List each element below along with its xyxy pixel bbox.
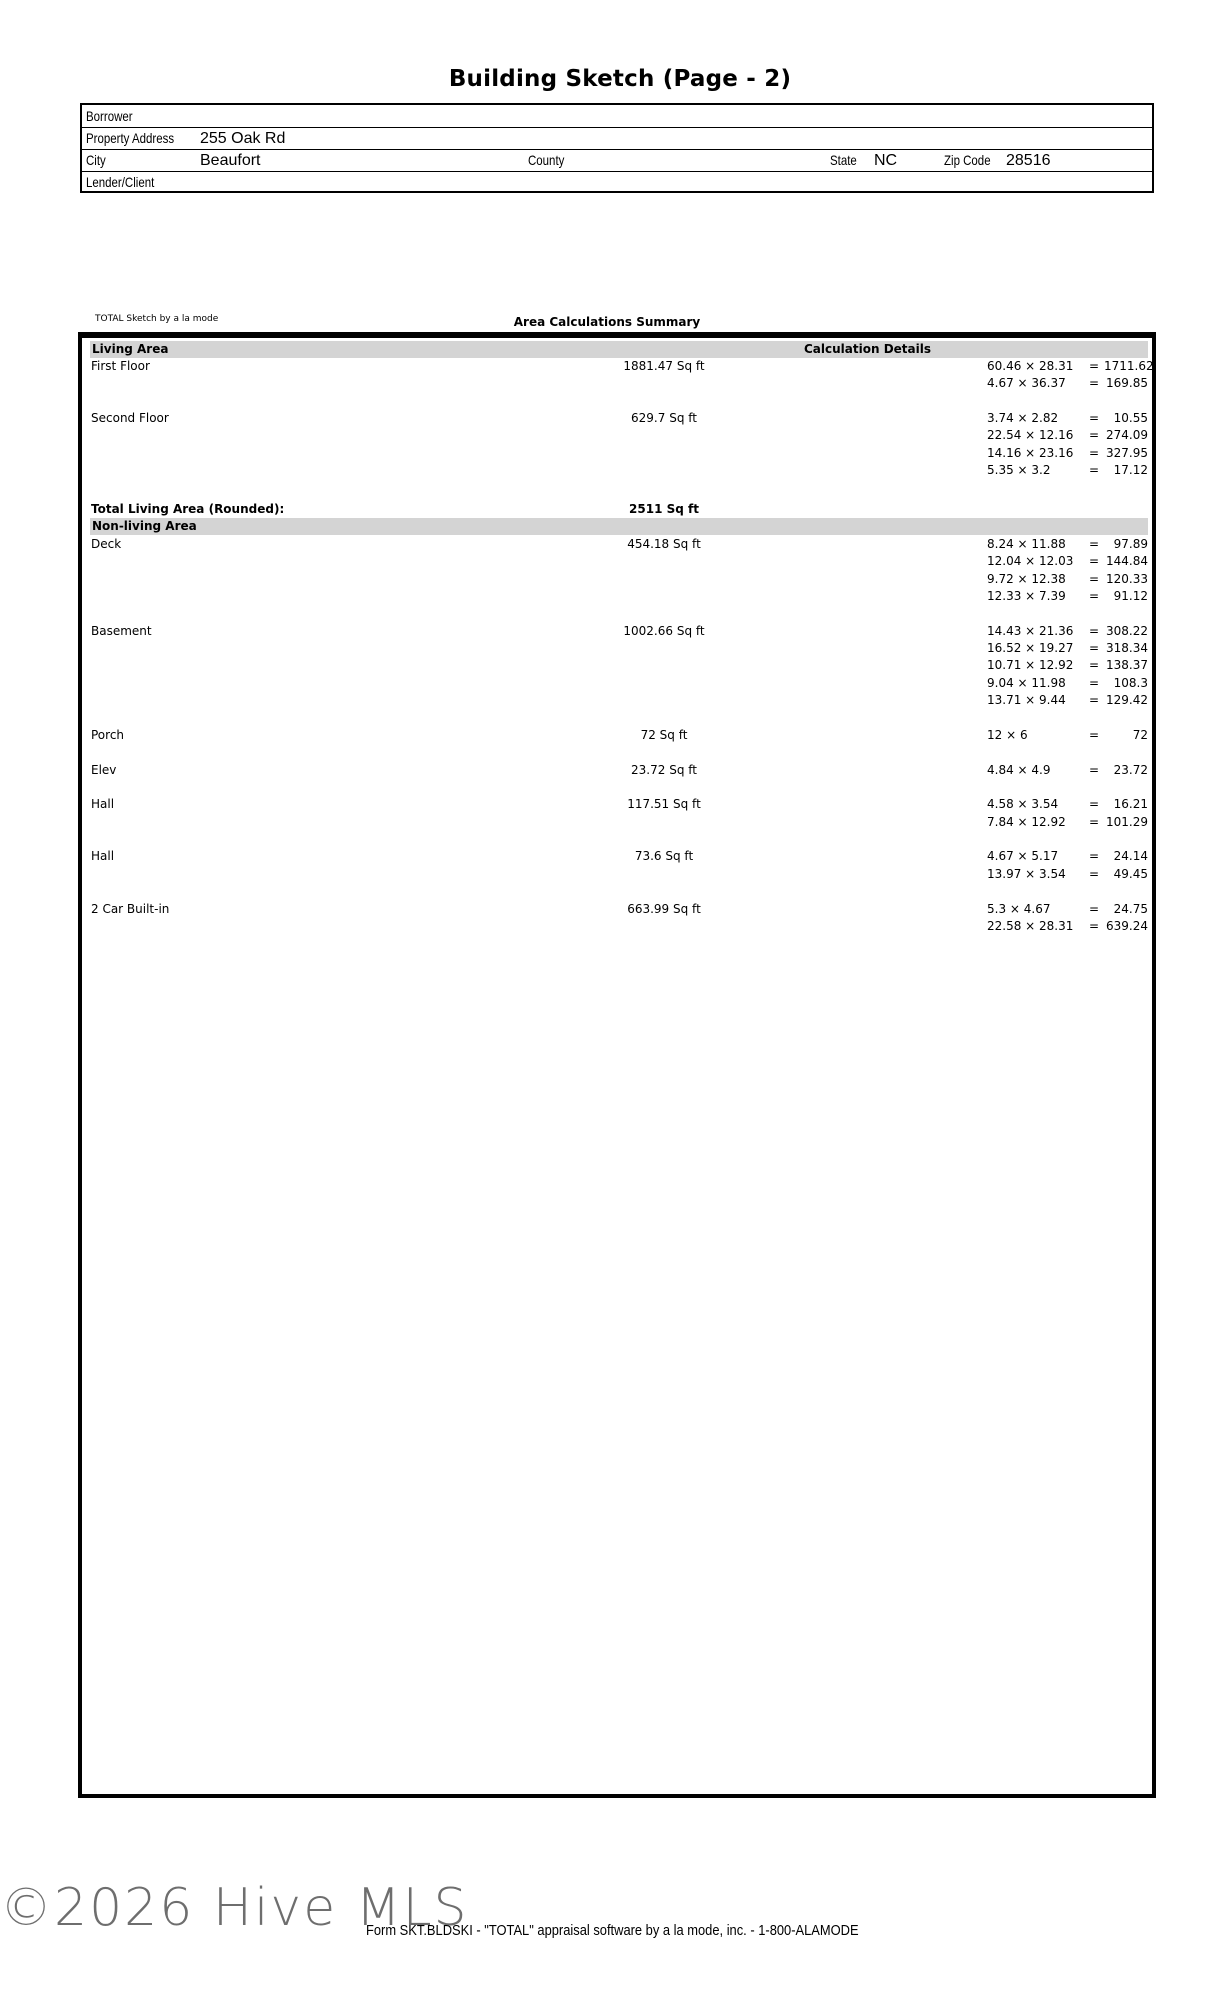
area-name: Deck [91, 537, 122, 551]
calc-dimensions: 9.04 × 11.98 [987, 675, 1066, 690]
borrower-row [82, 105, 1152, 128]
calc-equals: = [1089, 901, 1100, 916]
calc-equals: = [1089, 692, 1100, 707]
area-calculations-frame [78, 332, 1156, 1798]
watermark: ©2026 Hive MLS [0, 1878, 469, 1938]
calc-result: 91.12 [1113, 588, 1148, 603]
calc-result: 24.14 [1113, 849, 1148, 864]
area-name: 2 Car Built-in [91, 901, 170, 916]
calc-equals: = [1089, 463, 1100, 477]
calc-equals: = [1089, 623, 1100, 638]
calc-equals: = [1089, 814, 1100, 829]
borrower-label: Borrower [86, 108, 133, 124]
area-name: Hall [91, 797, 115, 812]
address-label: Property Address [86, 130, 175, 146]
calc-result: 49.45 [1113, 866, 1148, 881]
calc-equals: = [1089, 588, 1100, 603]
property-header-table [80, 103, 1154, 193]
non-living-area-header: Non-living Area [92, 519, 197, 533]
calc-result: 169.85 [1106, 376, 1148, 391]
calc-equals: = [1089, 554, 1100, 569]
calc-dimensions: 3.74 × 2.82 [987, 411, 1059, 426]
non-living-area-band [90, 518, 1148, 535]
lender-label: Lender/Client [86, 174, 155, 190]
zip-label: Zip Code [944, 152, 991, 168]
area-value: 454.18 Sq ft [627, 537, 701, 551]
address-value: 255 Oak Rd [200, 130, 286, 147]
area-name: Hall [91, 849, 115, 864]
calc-dimensions: 4.67 × 5.17 [987, 849, 1059, 864]
calc-dimensions: 22.54 × 12.16 [987, 428, 1074, 443]
calc-equals: = [1089, 359, 1100, 373]
page-title: Building Sketch (Page - 2) [448, 66, 792, 92]
calc-dimensions: 12.04 × 12.03 [987, 554, 1074, 569]
calc-equals: = [1089, 849, 1100, 864]
calc-dimensions: 60.46 × 28.31 [987, 359, 1074, 373]
calc-dimensions: 13.71 × 9.44 [987, 692, 1066, 707]
calc-equals: = [1089, 797, 1100, 812]
address-row [82, 127, 1152, 150]
calc-dimensions: 7.84 × 12.92 [987, 814, 1066, 829]
total-living-label: Total Living Area (Rounded): [91, 502, 285, 516]
city-value: Beaufort [200, 152, 261, 169]
calc-result: 274.09 [1106, 428, 1148, 443]
calc-result: 318.34 [1106, 641, 1148, 655]
calc-dimensions: 14.16 × 23.16 [987, 445, 1074, 460]
area-name: Elev [91, 762, 117, 777]
city-row [82, 149, 1152, 172]
calc-result: 639.24 [1106, 918, 1148, 933]
calc-result: 16.21 [1113, 797, 1148, 812]
state-value: NC [874, 152, 898, 169]
calc-result: 1711.62 [1104, 359, 1154, 373]
calc-equals: = [1089, 445, 1100, 460]
calc-result: 327.95 [1106, 445, 1148, 460]
calc-result: 144.84 [1106, 554, 1148, 569]
calc-dimensions: 12 × 6 [987, 727, 1028, 742]
calc-dimensions: 16.52 × 19.27 [987, 641, 1074, 655]
area-value: 73.6 Sq ft [634, 849, 694, 864]
calc-dimensions: 5.35 × 3.2 [987, 463, 1051, 477]
living-area-header: Living Area [92, 342, 169, 356]
area-value: 72 Sq ft [640, 727, 688, 742]
calc-dimensions: 22.58 × 28.31 [987, 918, 1074, 933]
calc-result: 308.22 [1106, 623, 1148, 638]
calc-equals: = [1089, 641, 1100, 655]
calc-result: 129.42 [1106, 692, 1148, 707]
county-label: County [528, 152, 565, 168]
calc-equals: = [1089, 866, 1100, 881]
city-label: City [86, 152, 106, 168]
calc-equals: = [1089, 658, 1100, 673]
calc-result: 97.89 [1113, 537, 1148, 551]
calc-equals: = [1089, 762, 1100, 777]
calc-equals: = [1089, 727, 1100, 742]
calc-equals: = [1089, 537, 1100, 551]
calc-dimensions: 8.24 × 11.88 [987, 537, 1066, 551]
calc-result: 138.37 [1106, 658, 1148, 673]
area-value: 629.7 Sq ft [631, 411, 697, 426]
calc-equals: = [1089, 428, 1100, 443]
calc-result: 10.55 [1113, 411, 1148, 426]
calc-dimensions: 9.72 × 12.38 [987, 571, 1066, 586]
area-name: Second Floor [91, 411, 169, 426]
calc-result: 120.33 [1106, 571, 1148, 586]
calc-details-header: Calculation Details [804, 342, 932, 356]
total-living-value: 2511 Sq ft [629, 502, 699, 516]
calc-result: 23.72 [1113, 762, 1148, 777]
calc-result: 17.12 [1113, 463, 1148, 477]
calc-dimensions: 10.71 × 12.92 [987, 658, 1074, 673]
calc-equals: = [1089, 675, 1100, 690]
calc-result: 108.3 [1113, 675, 1148, 690]
calc-dimensions: 5.3 × 4.67 [987, 901, 1051, 916]
area-name: Porch [91, 727, 125, 742]
lender-row [82, 171, 1152, 193]
calc-equals: = [1089, 918, 1100, 933]
calc-dimensions: 4.67 × 36.37 [987, 376, 1066, 391]
calc-equals: = [1089, 411, 1100, 426]
calc-dimensions: 13.97 × 3.54 [987, 866, 1066, 881]
calc-dimensions: 14.43 × 21.36 [987, 623, 1074, 638]
calc-equals: = [1089, 571, 1100, 586]
zip-value: 28516 [1006, 152, 1051, 169]
area-value: 1881.47 Sq ft [623, 359, 705, 373]
calc-equals: = [1089, 376, 1100, 391]
state-label: State [830, 152, 857, 168]
area-value: 1002.66 Sq ft [623, 623, 705, 638]
area-value: 23.72 Sq ft [631, 762, 697, 777]
summary-title: Area Calculations Summary [513, 315, 701, 329]
area-value: 663.99 Sq ft [627, 901, 701, 916]
calc-result: 24.75 [1113, 901, 1148, 916]
calc-dimensions: 12.33 × 7.39 [987, 588, 1066, 603]
calc-result: 101.29 [1106, 814, 1148, 829]
calc-dimensions: 4.58 × 3.54 [987, 797, 1059, 812]
calc-dimensions: 4.84 × 4.9 [987, 762, 1051, 777]
form-footer: Form SKT.BLDSKI - "TOTAL" appraisal software by a la mode, inc. - 1-800-ALAMODE [366, 1922, 859, 1939]
living-area-band [90, 341, 1148, 358]
area-name: First Floor [91, 359, 150, 373]
calc-result: 72 [1132, 727, 1148, 742]
area-value: 117.51 Sq ft [627, 797, 701, 812]
area-name: Basement [91, 623, 152, 638]
sketch-tool-note: TOTAL Sketch by a la mode [95, 314, 219, 324]
